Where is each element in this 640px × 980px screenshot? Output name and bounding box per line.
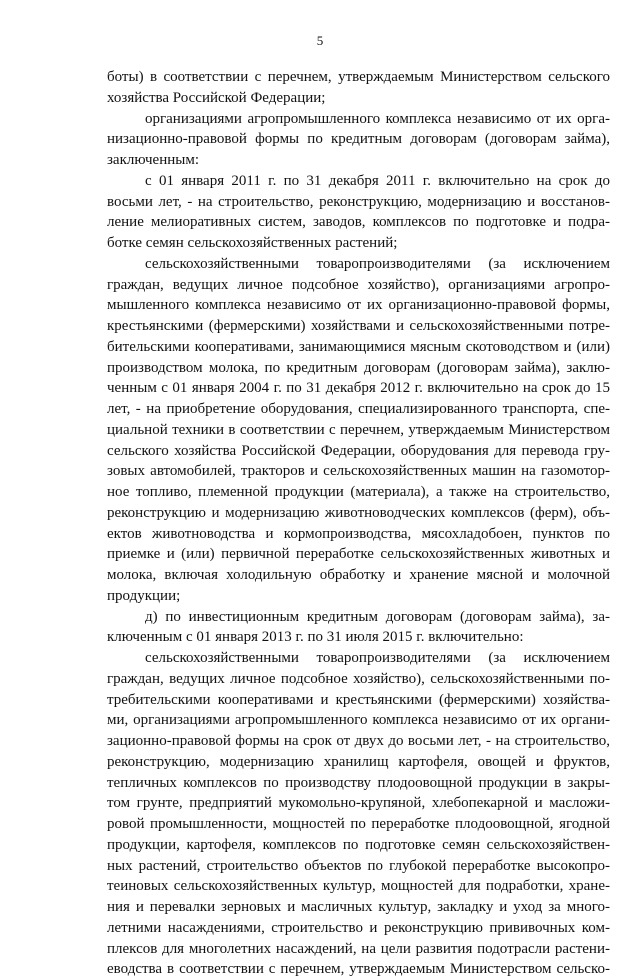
paragraph-line: зовых автомобилей, тракторов и сельскохозяйственных машин на газомотор- xyxy=(107,463,610,480)
paragraph-line: хозяйства Российской Федерации; xyxy=(107,89,326,106)
paragraph-line: д) по инвестиционным кредитным договорам (договорам займа), за- xyxy=(145,608,610,625)
paragraph-line: ния и перевалки зерновых и масличных культур, закладку и уход за много- xyxy=(107,899,610,915)
paragraph-line: продукции; xyxy=(107,587,181,604)
paragraph-line: сельского хозяйства Российской Федерации, оборудования для перевода гру- xyxy=(107,442,610,459)
paragraph-line: ровой промышленности, мощностей по переработке плодоовощной, ягодной xyxy=(107,816,610,832)
paragraph xyxy=(107,648,610,980)
paragraph xyxy=(107,171,610,254)
paragraph-line: ключенным с 01 января 2013 г. по 31 июля 2015 г. включительно: xyxy=(107,629,524,646)
paragraph-line: теиновых сельскохозяйственных культур, мощностей для подработки, хране- xyxy=(107,878,610,895)
paragraph xyxy=(107,607,610,649)
paragraph-line: сельскохозяйственными товаропроизводителями (за исключением xyxy=(145,650,610,666)
paragraph xyxy=(107,254,610,607)
paragraph xyxy=(107,109,610,171)
paragraph-line: заключенным: xyxy=(107,152,199,168)
paragraph-line: приемке и (или) первичной переработке сельскохозяйственных животных и xyxy=(107,546,610,563)
paragraph-line: еводства в соответствии с перечнем, утверждаемым Министерством сельско- xyxy=(107,961,610,978)
paragraph-line: ми, организациями агропромышленного комплекса независимо от их органи- xyxy=(107,712,610,729)
paragraph-line: ных растений, строительство объектов по глубокой переработке высокопро- xyxy=(107,857,610,874)
paragraph-line: производством молока, по кредитным договорам (договорам займа), заклю- xyxy=(107,359,610,376)
paragraph-line: низационно-правовой формы по кредитным договорам (договорам займа), xyxy=(107,131,610,148)
paragraph-line: лет, - на приобретение оборудования, специализированного транспорта, спе- xyxy=(107,401,610,417)
paragraph-line: граждан, ведущих личное подсобное хозяйство), сельскохозяйственными по- xyxy=(107,670,610,687)
paragraph-line: ботке семян сельскохозяйственных растений; xyxy=(107,235,398,251)
paragraph-line: бительскими кооперативами, занимающимися мясным скотоводством и (или) xyxy=(107,338,610,355)
paragraph-line: циальной техники в соответствии с перечнем, утверждаемым Министерством xyxy=(107,421,610,438)
paragraph-line: ное топливо, племенной продукции (материала), а также на строительство, xyxy=(107,484,610,500)
paragraph xyxy=(107,67,610,109)
paragraph-line: продукции, картофеля, комплексов по подготовке семян сельскохозяйствен- xyxy=(107,836,610,853)
paragraph-line: реконструкцию, модернизацию хранилищ картофеля, овощей и фруктов, xyxy=(107,753,610,770)
paragraph-line: боты) в соответствии с перечнем, утверждаемым Министерством сельского xyxy=(107,69,610,85)
document-body xyxy=(107,67,610,980)
paragraph-line: ченным с 01 января 2004 г. по 31 декабря 2012 г. включительно на срок до 15 xyxy=(107,380,610,397)
paragraph-line: с 01 января 2011 г. по 31 декабря 2011 г. включительно на срок до xyxy=(145,172,610,189)
paragraph-line: тепличных комплексов по производству плодоовощной продукции в закры- xyxy=(107,774,610,791)
paragraph-line: молока, включая холодильную обработку и хранение мясной и молочной xyxy=(107,567,610,583)
paragraph-line: реконструкцию и модернизацию животноводческих комплексов (ферм), объ- xyxy=(107,504,610,521)
paragraph-line: ектов животноводства и кормопроизводства, мясохладобоен, пунктов по xyxy=(107,525,610,542)
paragraph-line: ление мелиоративных систем, заводов, комплексов по подготовке и подра- xyxy=(107,214,610,231)
paragraph-line: восьми лет, - на строительство, реконструкцию, модернизацию и восстанов- xyxy=(107,193,610,210)
paragraph-line: плексов для многолетних насаждений, на цели развития подотрасли растени- xyxy=(107,940,610,957)
paragraph-line: зационно-правовой формы на срок от двух до восьми лет, - на строительство, xyxy=(107,733,610,749)
paragraph-line: крестьянскими (фермерскими) хозяйствами и сельскохозяйственными потре- xyxy=(107,318,610,334)
page-number: 5 xyxy=(316,33,324,48)
paragraph-line: сельскохозяйственными товаропроизводителями (за исключением xyxy=(145,255,610,272)
paragraph-line: том грунте, предприятий мукомольно-крупяной, хлебопекарной и масложи- xyxy=(107,795,610,812)
paragraph-line: летними насаждениями, строительство и реконструкцию прививочных ком- xyxy=(107,919,610,936)
paragraph-line: требительскими кооперативами и крестьянскими (фермерскими) хозяйства- xyxy=(107,691,610,708)
paragraph-line: граждан, ведущих личное подсобное хозяйство), организациями агропро- xyxy=(107,276,610,293)
paragraph-line: мышленного комплекса независимо от их организационно-правовой формы, xyxy=(107,297,610,314)
paragraph-line: организациями агропромышленного комплекса независимо от их орга- xyxy=(145,110,610,127)
